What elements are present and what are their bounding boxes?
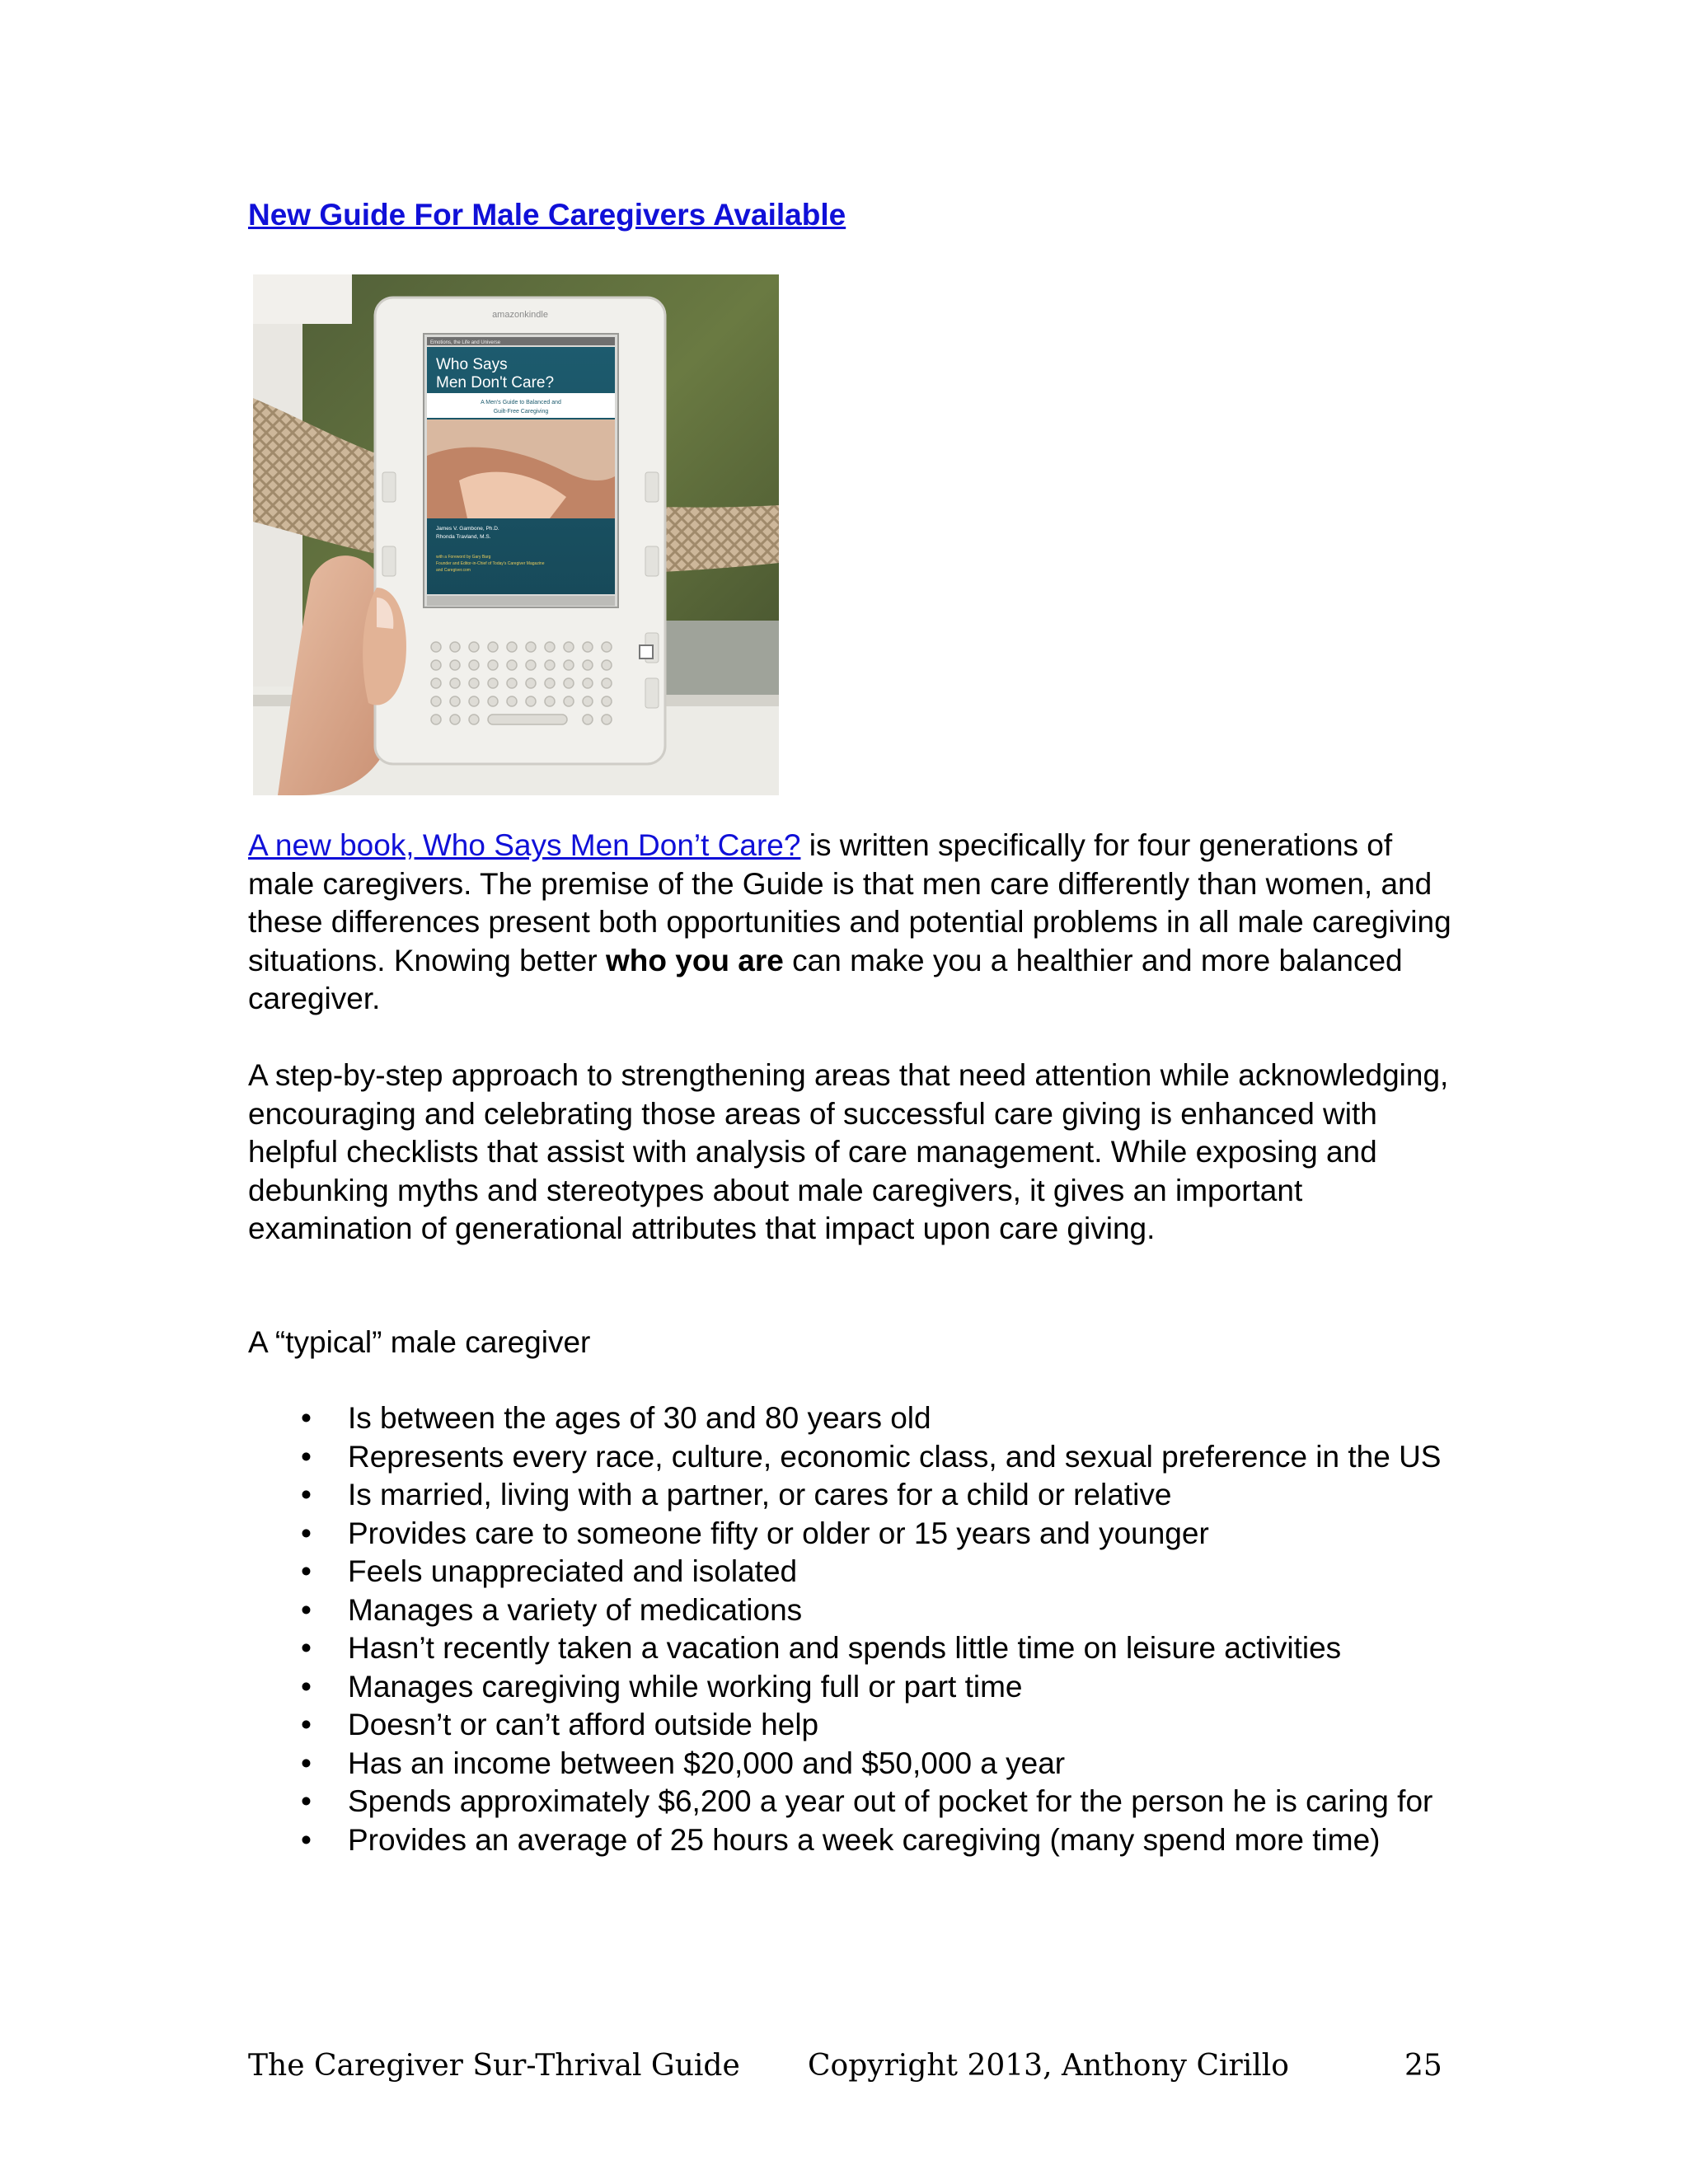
bullet: • (301, 1478, 312, 1511)
kindle-brand: amazonkindle (492, 310, 548, 320)
bullet: • (301, 1554, 312, 1588)
bullet: • (301, 1708, 312, 1741)
porch-beam (253, 274, 352, 324)
svg-text:Rhonda Travland, M.S.: Rhonda Travland, M.S. (436, 534, 491, 540)
bullet: • (301, 1592, 312, 1627)
list-item: • Has an income between $20,000 and $50,000 a year (248, 1745, 1451, 1783)
list-intro: A “typical” male caregiver (248, 1325, 591, 1359)
list-item: • Is married, living with a partner, or cares for a child or relative (248, 1476, 1451, 1515)
bullet: • (301, 1822, 312, 1857)
page-footer (0, 2049, 1688, 2090)
list-item: • Represents every race, culture, economic class, and sexual preference in the US (248, 1438, 1451, 1477)
svg-text:with a Foreword by Gary Barg: with a Foreword by Gary Barg (436, 555, 491, 560)
bullet: • (301, 1669, 312, 1704)
bullet: • (301, 1784, 312, 1818)
list-item: • Is between the ages of 30 and 80 years old (248, 1399, 1451, 1438)
list-item: • Manages caregiving while working full or part time (248, 1668, 1451, 1707)
kindle-photo (253, 274, 779, 795)
book-cover-title-2: Men Don't Care? (436, 374, 555, 391)
list-item: • Doesn’t or can’t afford outside help (248, 1706, 1451, 1745)
svg-text:A Men's Guide to Balanced and: A Men's Guide to Balanced and (481, 400, 561, 405)
svg-text:Emotions, the Life and Univers: Emotions, the Life and Universe (430, 340, 501, 345)
typical-caregiver-list (248, 1399, 1451, 1859)
svg-text:Guilt-Free Caregiving: Guilt-Free Caregiving (493, 409, 549, 415)
bullet: • (301, 1746, 312, 1780)
list-item: • Feels unappreciated and isolated (248, 1553, 1451, 1591)
svg-text:and Caregiver.com: and Caregiver.com (436, 568, 471, 573)
svg-text:Founder and Editor-in-Chief of: Founder and Editor-in-Chief of Today's Caregiver Magazine (436, 561, 545, 566)
footer-book-title: The Caregiver Sur-Thrival Guide (248, 2049, 740, 2083)
footer-page-number: 25 (1404, 2049, 1442, 2083)
footer-copyright: Copyright 2013, Anthony Cirillo (808, 2049, 1289, 2083)
bullet: • (301, 1401, 312, 1435)
list-item: • Provides an average of 25 hours a week caregiving (many spend more time) (248, 1821, 1451, 1860)
article-title-link[interactable]: New Guide For Male Caregivers Available (248, 198, 846, 232)
description-paragraph: A step-by-step approach to strengthening areas that need attention while acknowledging, encouraging and celebrating those areas of successful care giving is enhanced with helpful checklists that assist with analysis of care management. While exposing and debunking myths and stereotypes about male caregivers, it gives an important examination of generational attributes that impact upon care giving. (248, 1058, 1449, 1245)
list-item: • Hasn’t recently taken a vacation and spends little time on leisure activities (248, 1629, 1451, 1668)
svg-text:James V. Gambone, Ph.D.: James V. Gambone, Ph.D. (436, 526, 499, 532)
list-item: • Provides care to someone fifty or older or 15 years and younger (248, 1515, 1451, 1554)
book-link[interactable]: A new book, Who Says Men Don’t Care? (248, 828, 801, 862)
emphasis-who-you-are: who you are (605, 943, 784, 977)
book-cover-title-1: Who Says (436, 356, 508, 373)
bullet: • (301, 1439, 312, 1474)
bullet: • (301, 1631, 312, 1665)
intro-paragraph: A new book, Who Says Men Don’t Care? is written specifically for four generations of male caregivers. The premise of the Guide is that men care differently than women, and these differences present both opportunities and potential problems in all male caregiving situations. Knowing better who you are can make you a healthier and more balanced caregiver. (248, 828, 1451, 1015)
list-item: • Spends approximately $6,200 a year out of pocket for the person he is caring for (248, 1783, 1451, 1821)
list-item: • Manages a variety of medications (248, 1591, 1451, 1630)
bullet: • (301, 1516, 312, 1550)
